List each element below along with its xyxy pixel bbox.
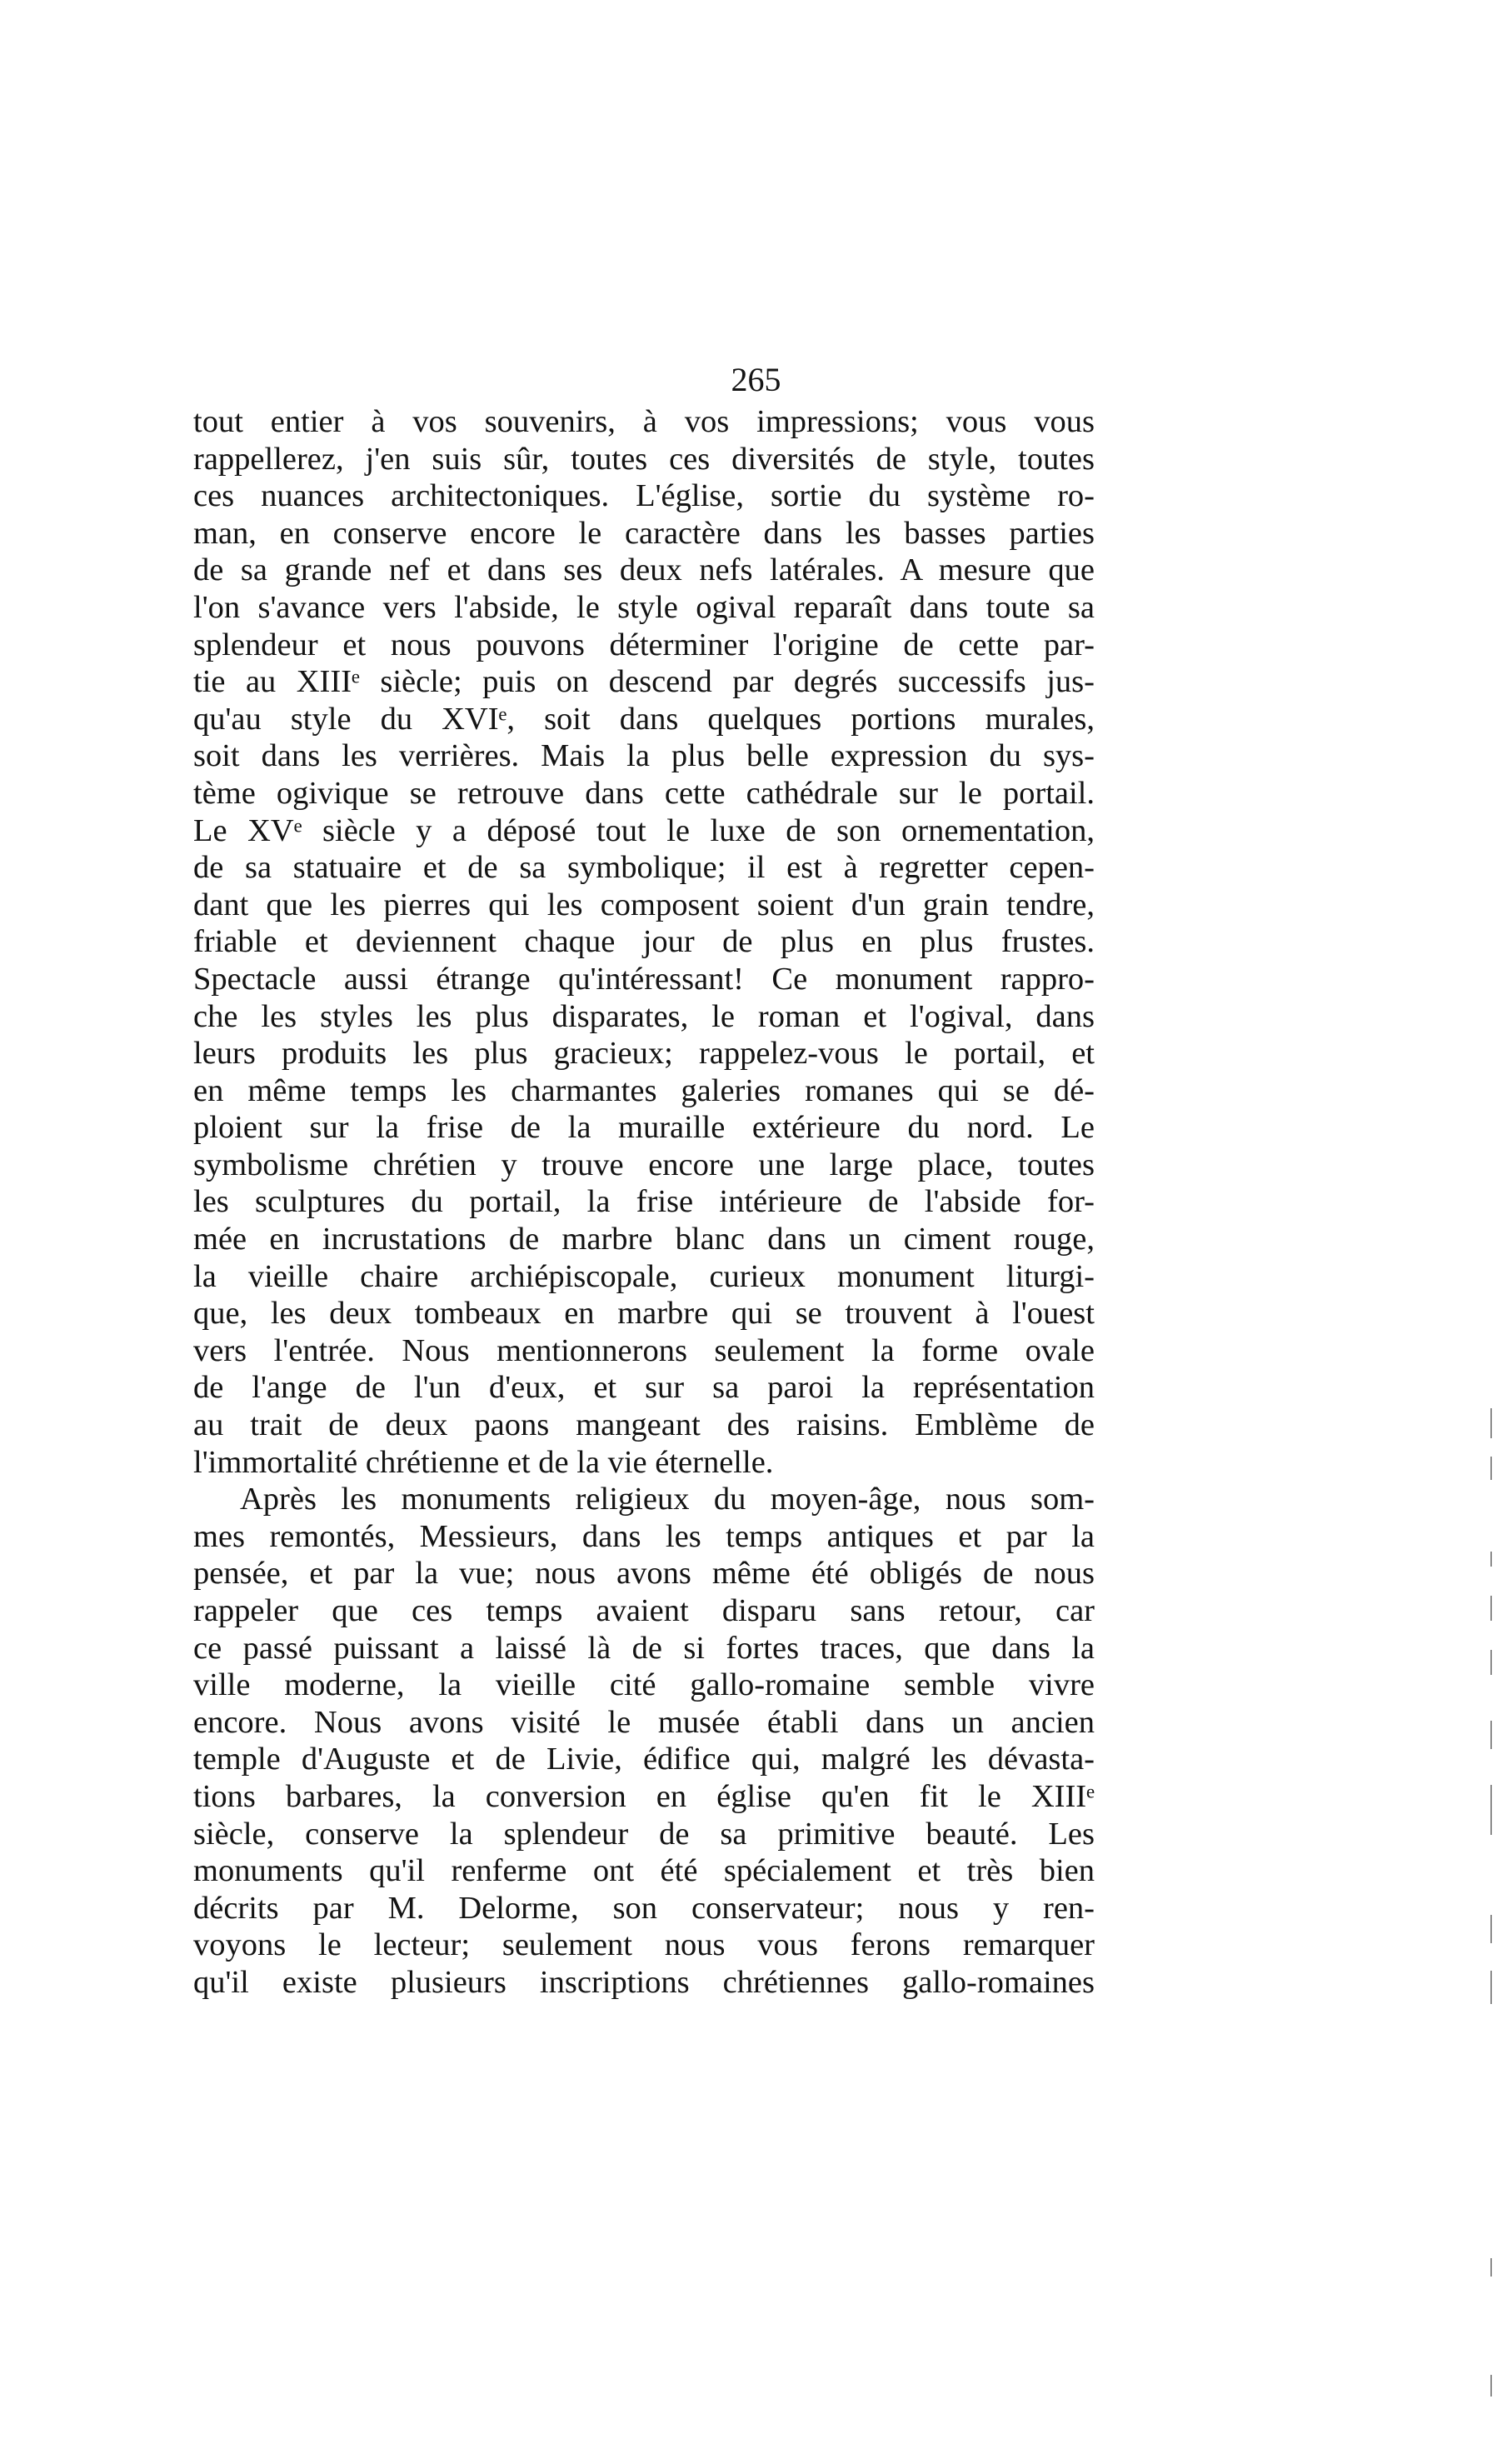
text-line: temple d'Auguste et de Livie, édifice qui, malgré les dévasta-	[193, 1742, 1095, 1777]
text-line: décrits par M. Delorme, son conservateur; nous y ren-	[193, 1890, 1095, 1926]
scan-edge-mark	[1490, 1915, 1492, 1943]
text-line: de sa grande nef et dans ses deux nefs latérales. A mesure que	[193, 552, 1095, 588]
text-line: dant que les pierres qui les composent soient d'un grain tendre,	[193, 887, 1095, 922]
text-line: en même temps les charmantes galeries romanes qui se dé-	[193, 1072, 1095, 1108]
text-line: les sculptures du portail, la frise intérieure de l'abside for-	[193, 1184, 1095, 1220]
text-line: mée en incrustations de marbre blanc dans un ciment rouge,	[193, 1222, 1095, 1257]
text-line: vers l'entrée. Nous mentionnerons seulement la forme ovale	[193, 1332, 1095, 1368]
text-line: qu'au style du XVIᵉ, soit dans quelques portions murales,	[193, 701, 1095, 737]
text-line: splendeur et nous pouvons déterminer l'origine de cette par-	[193, 627, 1095, 662]
text-line: Spectacle aussi étrange qu'intéressant! Ce monument rappro-	[193, 961, 1095, 997]
text-line: tions barbares, la conversion en église qu'en fit le XIIIᵉ	[193, 1778, 1095, 1814]
text-line: che les styles les plus disparates, le roman et l'ogival, dans	[193, 998, 1095, 1034]
text-line: voyons le lecteur; seulement nous vous ferons remarquer	[193, 1927, 1095, 1963]
text-line: symbolisme chrétien y trouve encore une large place, toutes	[193, 1147, 1095, 1182]
text-line: ce passé puissant a laissé là de si fortes traces, que dans la	[193, 1630, 1095, 1666]
scan-edge-mark	[1490, 2375, 1492, 2397]
text-line: de l'ange de l'un d'eux, et sur sa paroi la représentation	[193, 1370, 1095, 1406]
scan-edge-mark	[1490, 1596, 1492, 1621]
scan-edge-marks	[1479, 0, 1512, 2444]
text-line: mes remontés, Messieurs, dans les temps antiques et par la	[193, 1518, 1095, 1554]
scan-edge-mark	[1490, 1721, 1492, 1749]
text-line: la vieille chaire archiépiscopale, curieux monument liturgi-	[193, 1258, 1095, 1294]
text-line: siècle, conserve la splendeur de sa primitive beauté. Les	[193, 1816, 1095, 1852]
text-line: man, en conserve encore le caractère dans les basses parties	[193, 515, 1095, 551]
text-line: l'on s'avance vers l'abside, le style ogival reparaît dans toute sa	[193, 589, 1095, 625]
scan-edge-mark	[1490, 2258, 1492, 2277]
scan-edge-mark	[1490, 1785, 1492, 1835]
page-number: 265	[731, 361, 781, 398]
scan-edge-mark	[1490, 1457, 1492, 1480]
scan-edge-mark	[1490, 1971, 1492, 2004]
text-line: friable et deviennent chaque jour de plus en plus frustes.	[193, 924, 1095, 960]
text-line: tie au XIIIᵉ siècle; puis on descend par degrés successifs jus-	[193, 664, 1095, 700]
paragraph-last-line: l'immortalité chrétienne et de la vie éternelle.	[193, 1444, 774, 1480]
text-line: rappeler que ces temps avaient disparu sans retour, car	[193, 1593, 1095, 1628]
text-line: leurs produits les plus gracieux; rappelez-vous le portail, et	[193, 1036, 1095, 1072]
body-text	[193, 403, 1095, 2002]
paragraph-first-line: Après les monuments religieux du moyen-âge, nous som-	[240, 1482, 1095, 1517]
text-line: que, les deux tombeaux en marbre qui se trouvent à l'ouest	[193, 1296, 1095, 1332]
text-line: ville moderne, la vieille cité gallo-romaine semble vivre	[193, 1667, 1095, 1703]
text-line: qu'il existe plusieurs inscriptions chrétiennes gallo-romaines	[193, 1964, 1095, 2000]
text-line: ces nuances architectoniques. L'église, sortie du système ro-	[193, 478, 1095, 514]
text-line: de sa statuaire et de sa symbolique; il est à regretter cepen-	[193, 850, 1095, 886]
text-line: Le XVᵉ siècle y a déposé tout le luxe de son ornementation,	[193, 812, 1095, 848]
scan-edge-mark	[1490, 1552, 1492, 1567]
scan-edge-mark	[1490, 1650, 1492, 1675]
text-line: ploient sur la frise de la muraille extérieure du nord. Le	[193, 1110, 1095, 1146]
text-line: rappellerez, j'en suis sûr, toutes ces diversités de style, toutes	[193, 441, 1095, 477]
text-line: pensée, et par la vue; nous avons même été obligés de nous	[193, 1556, 1095, 1592]
text-line: tout entier à vos souvenirs, à vos impressions; vous vous	[193, 404, 1095, 439]
text-line: au trait de deux paons mangeant des raisins. Emblème de	[193, 1407, 1095, 1443]
scan-edge-mark	[1490, 1408, 1492, 1438]
text-line: encore. Nous avons visité le musée établi dans un ancien	[193, 1704, 1095, 1740]
text-line: soit dans les verrières. Mais la plus belle expression du sys-	[193, 738, 1095, 774]
text-line: tème ogivique se retrouve dans cette cathédrale sur le portail.	[193, 775, 1095, 811]
text-line: monuments qu'il renferme ont été spécialement et très bien	[193, 1853, 1095, 1889]
